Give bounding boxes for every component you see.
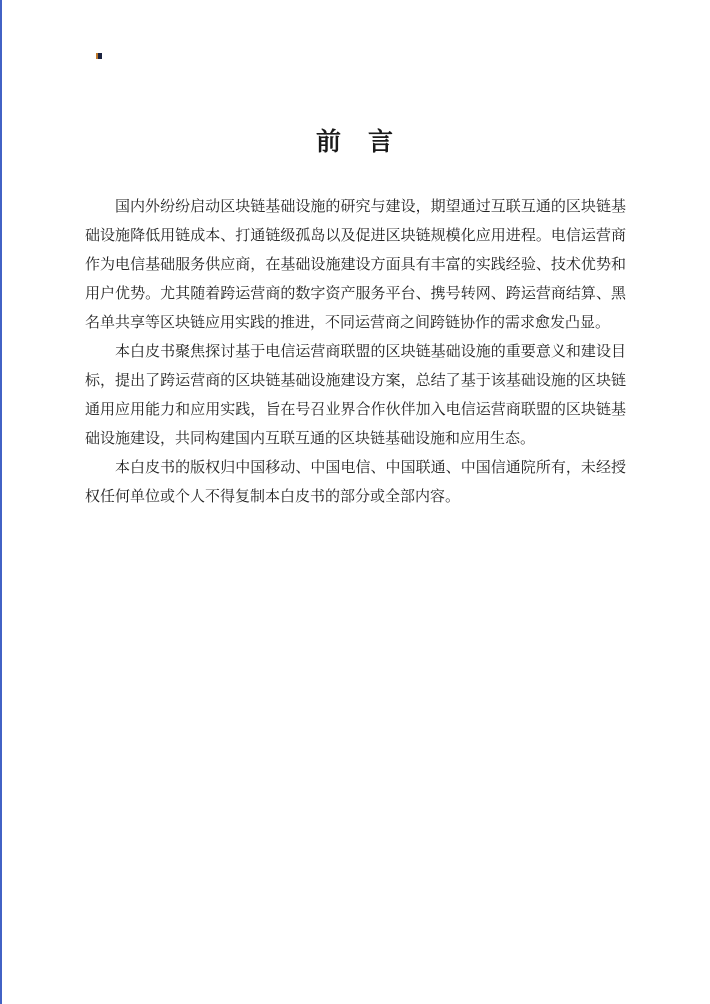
paragraph-intro: 国内外纷纷启动区块链基础设施的研究与建设，期望通过互联互通的区块链基础设施降低用链成本、打通链级孤岛以及促进区块链规模化应用进程。电信运营商作为电信基础服务供应商，在基础设施建设方面具有丰富的实践经验、技术优势和用户优势。尤其随着跨运营商的数字资产服务平台、携号转网、跨运营商结算、黑名单共享等区块链应用实践的推进，不同运营商之间跨链协作的需求愈发凸显。 bbox=[85, 199, 626, 331]
page-title: 前 言 bbox=[315, 129, 394, 156]
document-body bbox=[85, 193, 626, 512]
corner-marker-dot bbox=[96, 53, 102, 59]
paragraph-copyright: 本白皮书的版权归中国移动、中国电信、中国联通、中国信通院所有，未经授权任何单位或个人不得复制本白皮书的部分或全部内容。 bbox=[85, 460, 626, 505]
paragraph-scope: 本白皮书聚焦探讨基于电信运营商联盟的区块链基础设施的重要意义和建设目标，提出了跨运营商的区块链基础设施建设方案，总结了基于该基础设施的区块链通用应用能力和应用实践，旨在号召业界合作伙伴加入电信运营商联盟的区块链基础设施建设，共同构建国内互联互通的区块链基础设施和应用生态。 bbox=[85, 344, 626, 447]
